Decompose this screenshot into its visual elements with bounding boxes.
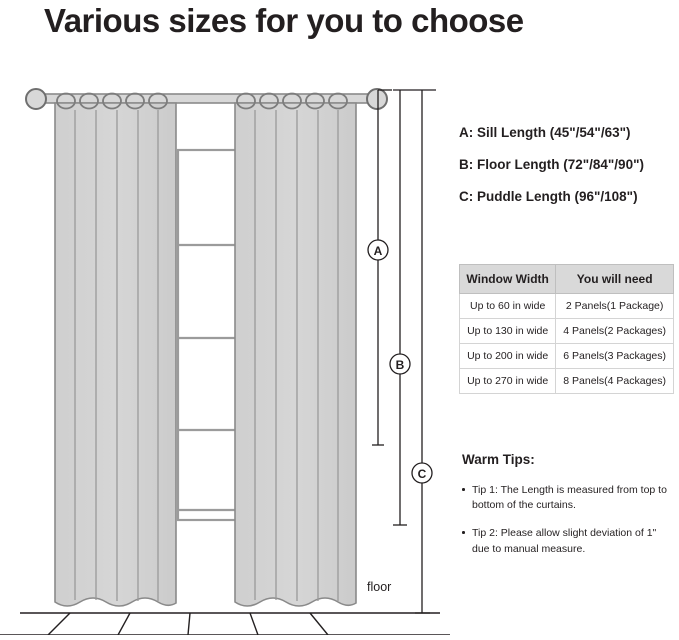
measure-lines [372,90,436,613]
warm-tip-2-text: Tip 2: Please allow slight deviation of 1" due to manual measure. [472,527,657,555]
warm-tips-section [462,452,674,570]
bullet-icon [462,488,465,491]
table-cell-need: 2 Panels(1 Package) [556,294,674,319]
table-row [460,294,674,319]
warm-tip-1-text: Tip 1: The Length is measured from top to bottom of the curtains. [472,484,667,512]
table-row [460,344,674,369]
table-cell-width: Up to 60 in wide [460,294,556,319]
page-title: Various sizes for you to choose [44,2,524,39]
table-cell-need: 6 Panels(3 Packages) [556,344,674,369]
marker-b-label: B [395,358,405,372]
table-cell-width: Up to 200 in wide [460,344,556,369]
bullet-icon [462,531,465,534]
curtain-panel-right [235,94,356,607]
table-cell-width: Up to 130 in wide [460,319,556,344]
table-cell-need: 4 Panels(2 Packages) [556,319,674,344]
warm-tip-2 [462,526,674,556]
legend-item-a: A: Sill Length (45"/54"/63") [459,125,631,140]
table-cell-need: 8 Panels(4 Packages) [556,369,674,394]
marker-c-label: C [417,467,427,481]
legend-item-b: B: Floor Length (72"/84"/90") [459,157,644,172]
legend-item-c: C: Puddle Length (96"/108") [459,189,638,204]
size-guide-table [459,264,674,394]
table-row [460,319,674,344]
curtain-diagram [0,70,450,635]
table-header-window-width: Window Width [460,265,556,294]
table-header-row [460,265,674,294]
floor-label: floor [367,580,392,594]
table-cell-width: Up to 270 in wide [460,369,556,394]
warm-tips-title: Warm Tips: [462,452,535,467]
table-row [460,369,674,394]
legend [459,125,674,221]
marker-a-label: A [373,244,383,258]
floor-lines [0,613,450,635]
table-header-you-will-need: You will need [556,265,674,294]
curtain-panel-left [55,94,176,607]
warm-tip-1 [462,483,674,513]
window-frame [178,150,238,520]
